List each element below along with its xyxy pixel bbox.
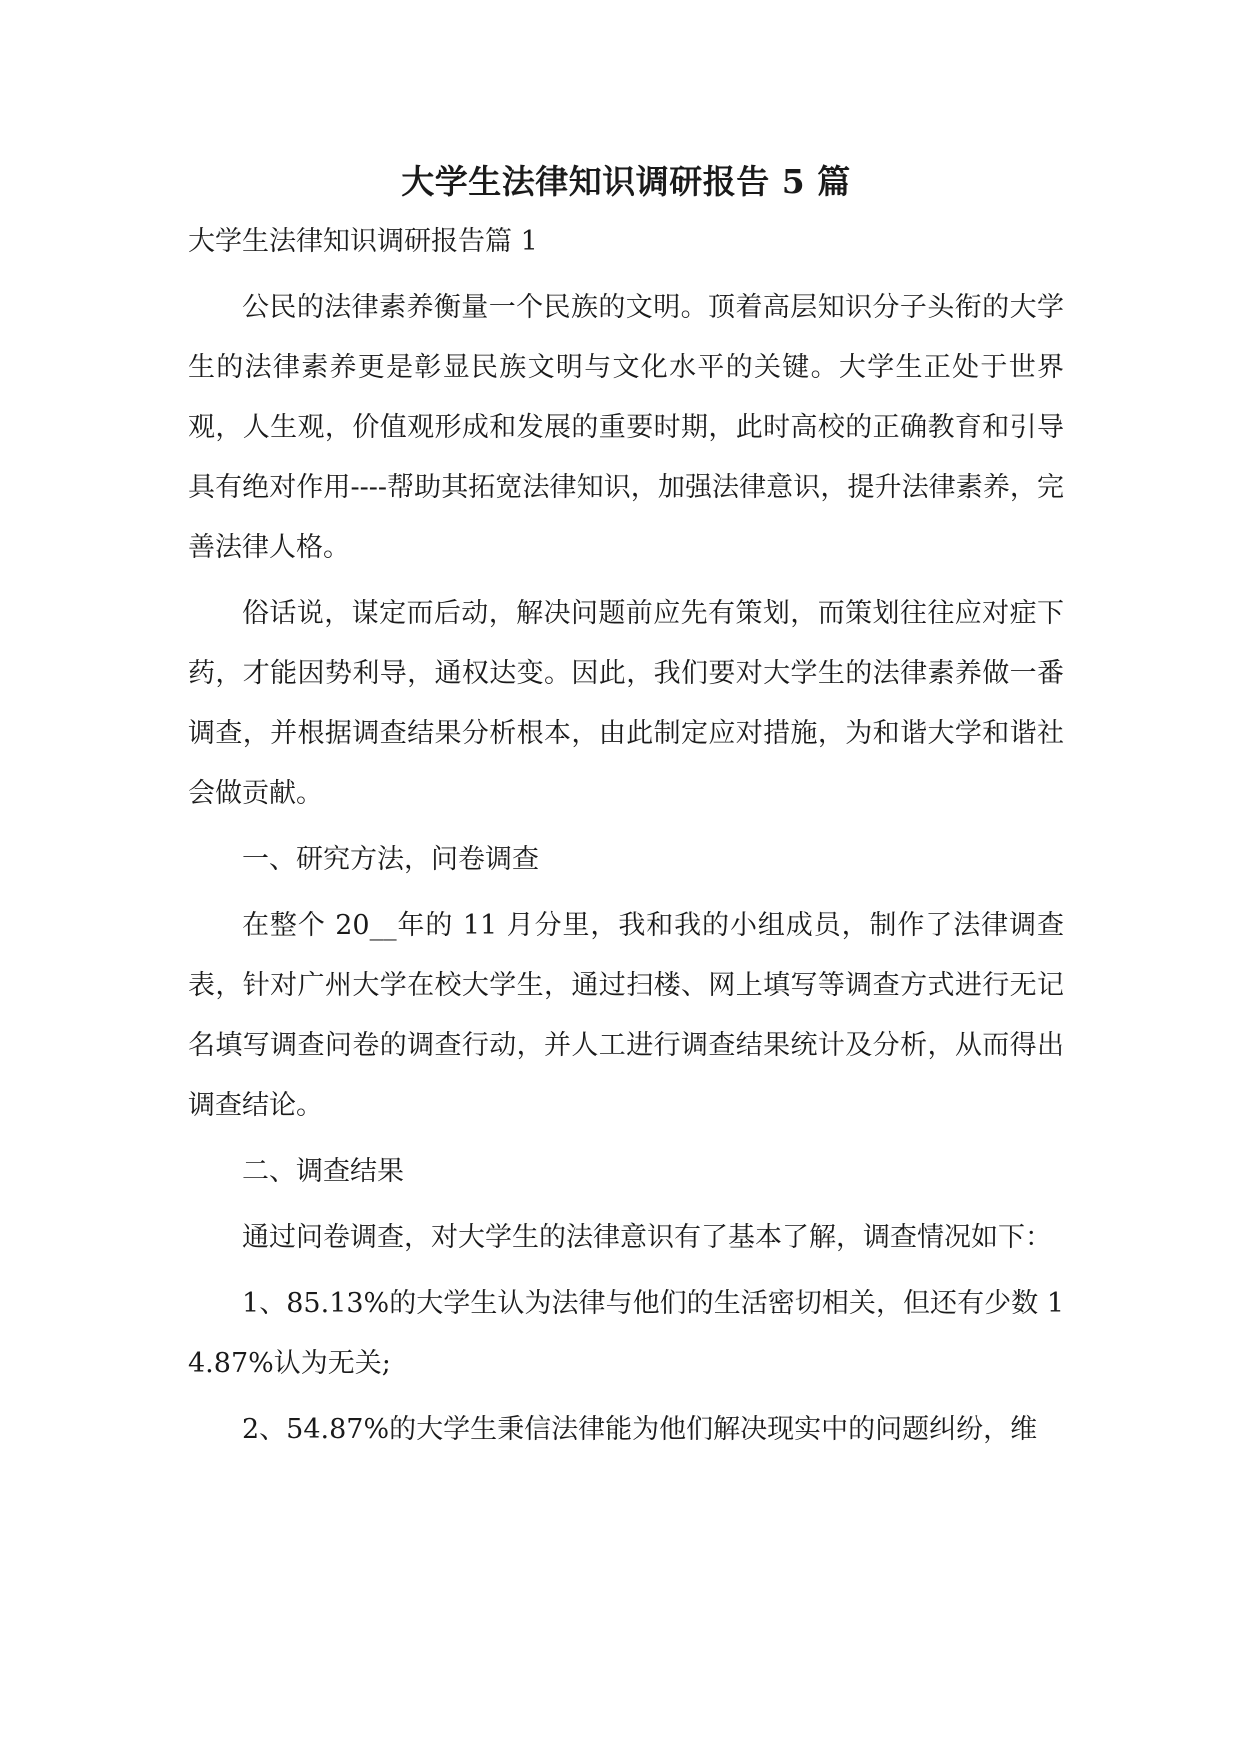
paragraph-method: 在整个 20__年的 11 月分里，我和我的小组成员，制作了法律调查表，针对广州大学在校大学生，通过扫楼、网上填写等调查方式进行无记名填写调查问卷的调查行动，并人工进行调查结果统计及分析，从而得出调查结论。 — [188, 910, 1064, 1121]
document-title: 大学生法律知识调研报告 5 篇 — [401, 162, 851, 201]
heading-survey-results: 二、调查结果 — [242, 1156, 404, 1187]
document-body — [188, 160, 1064, 1466]
section-heading: 大学生法律知识调研报告篇 1 — [188, 226, 538, 257]
paragraph-results-intro: 通过问卷调查，对大学生的法律意识有了基本了解，调查情况如下： — [242, 1222, 1052, 1253]
paragraph-intro: 公民的法律素养衡量一个民族的文明。顶着高层知识分子头衔的大学生的法律素养更是彰显民族文明与文化水平的关键。大学生正处于世界观，人生观，价值观形成和发展的重要时期，此时高校的正确教育和引导具有绝对作用----帮助其拓宽法律知识，加强法律意识，提升法律素养，完善法律人格。 — [188, 292, 1064, 563]
list-item-result-2: 2、54.87%的大学生秉信法律能为他们解决现实中的问题纠纷，维 — [242, 1414, 1038, 1445]
heading-research-method: 一、研究方法，问卷调查 — [242, 844, 539, 875]
paragraph-planning: 俗话说，谋定而后动，解决问题前应先有策划，而策划往往应对症下药，才能因势利导，通权达变。因此，我们要对大学生的法律素养做一番调查，并根据调查结果分析根本，由此制定应对措施，为和谐大学和谐社会做贡献。 — [188, 598, 1064, 809]
list-item-result-1: 1、85.13%的大学生认为法律与他们的生活密切相关，但还有少数 14.87%认为无关; — [188, 1288, 1064, 1379]
